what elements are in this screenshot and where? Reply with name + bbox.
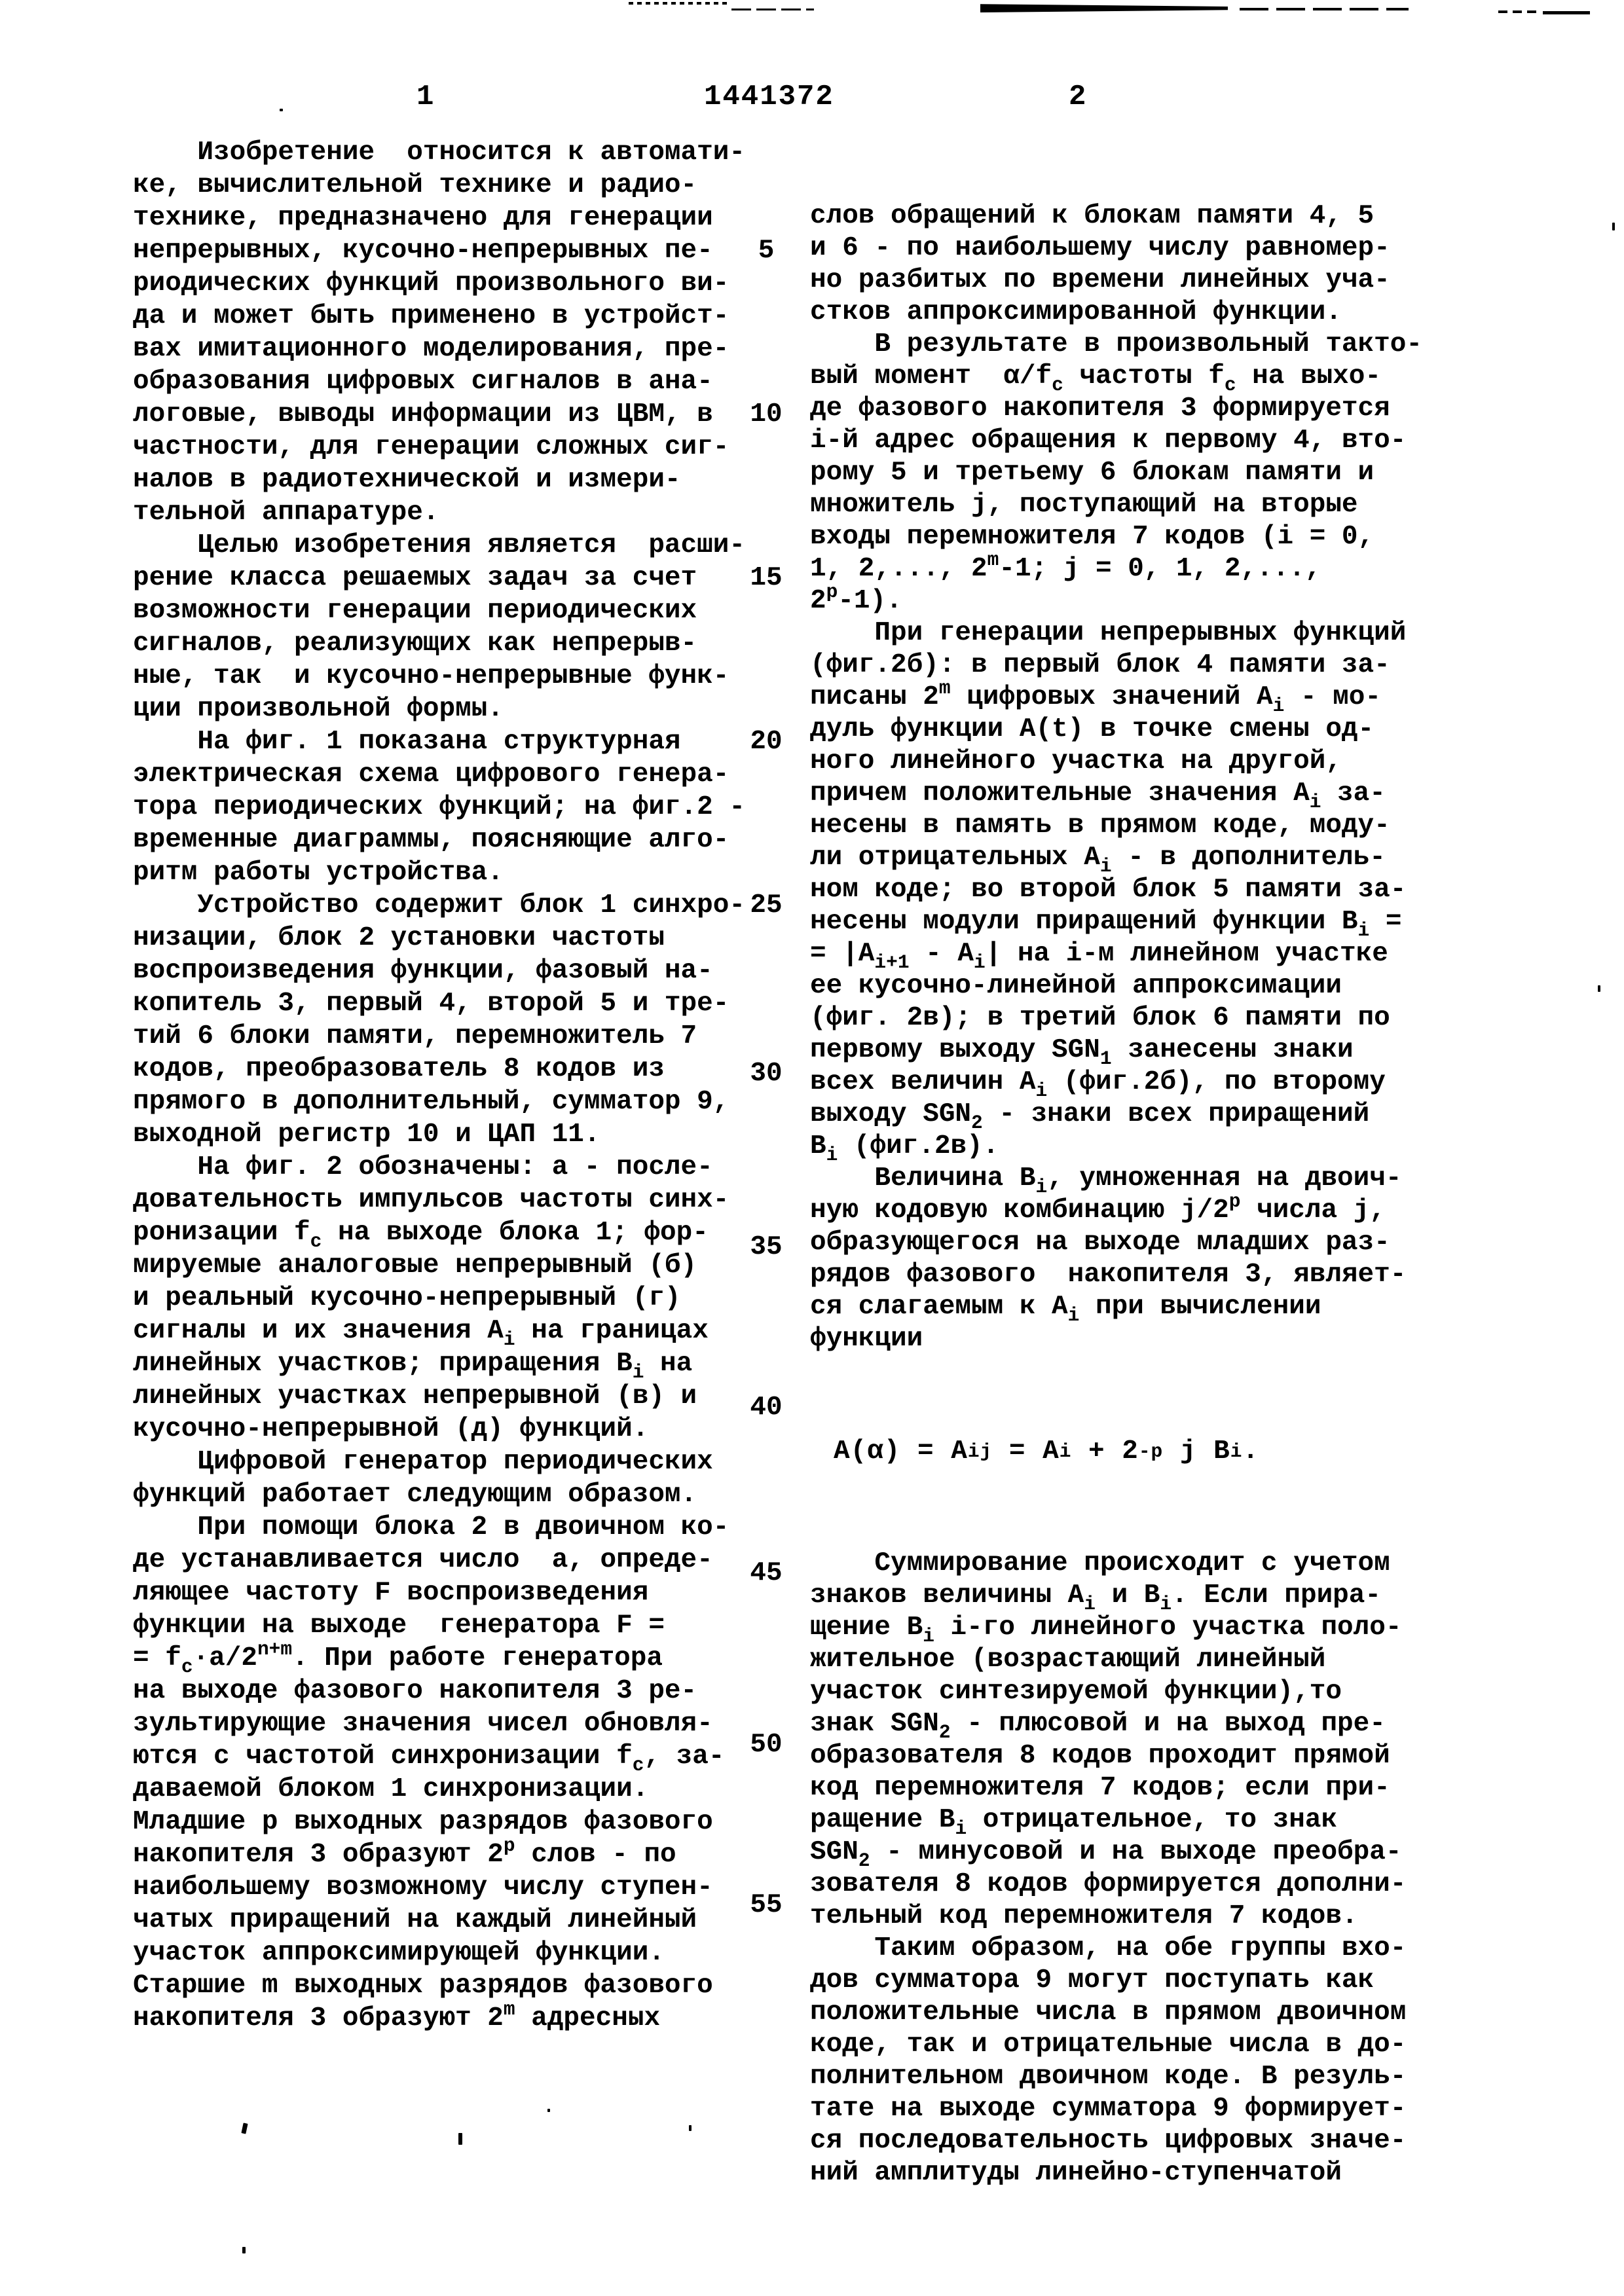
line-number: 5 (758, 236, 775, 266)
scan-artifact-dash (731, 9, 814, 10)
right-text-column (810, 136, 1422, 2253)
scan-speck (242, 2247, 246, 2253)
line-number: 50 (750, 1730, 783, 1760)
scan-speck (1612, 223, 1615, 230)
left-text-column: Изобретение относится к автомати- ке, вычислительной технике и радио- технике, предназначено для генерации непрерывных, кусочно-непрерывных пе- риодических функций произвольного ви- да и может быть применено в устройст- вах имитационного моделирования, пре- образования цифровых сигналов в ана- логовые, выводы информации из ЦВМ, в частности, для генерации сложных сиг- налов в радиотехнической и измери- тельной аппаратуре. Целью изобретения является расши- рение класса решаемых задач за счет возможности генерации периодических сигналов, реализующих как непрерыв- ные, так и кусочно-непрерывные функ- ции произвольной формы. На фиг. 1 показана структурная электрическая схема цифрового генера- тора периодических функций; на фиг.2 - временные диаграммы, поясняющие алго- ритм работы устройства. Устройство содержит блок 1 синхро- низации, блок 2 установки частоты воспроизведения функции, фазовый на- копитель 3, первый 4, второй 5 и тре- тий 6 блоки памяти, перемножитель 7 кодов, преобразователь 8 кодов из прямого в дополнительный, сумматор 9, выходной регистр 10 и ЦАП 11. На фиг. 2 обозначены: а - после- довательность импульсов частоты синх- ронизации $f_c$ на выходе блока 1; фор- мируемые аналоговые непрерывный (б) и реальный кусочно-непрерывный (г) сигналы и их значения $A_i$ на границах линейных участков; приращения $B_i$ на линейных участках непрерывной (в) и кусочно-непрерывной (д) функций. Цифровой генератор периодических функций работает следующим образом. При помощи блока 2 в двоичном ко- де устанавливается число а, опреде- ляющее частоту F воспроизведения функции на выходе генератора F = = $f_c\cdot a/2^{n+m}$. При работе генератора на выходе фазового накопителя 3 ре- зультирующие значения чисел обновля- ются с частотой синхронизации $f_c$, за- даваемой блоком 1 синхронизации. Младшие p выходных разрядов фазового накопителя 3 образуют 2$^p$ слов - по наибольшему возможному числу ступен- чатых приращений на каждый линейный участок аппроксимирующей функции. Старшие m выходных разрядов фазового накопителя 3 образуют 2$^m$ адресных (133, 137, 745, 2033)
scan-artifact-thin-line (1240, 8, 1409, 10)
formula: A(α) = A ij = A i + 2 -p j B i . (834, 1436, 1260, 1467)
column-number-right: 2 (1069, 81, 1086, 113)
line-number: 45 (750, 1558, 783, 1588)
line-number: 10 (750, 399, 783, 429)
right-column-upper-lines: слов обращений к блокам памяти 4, 5 и 6 - по наибольшему числу равномер- но разбитых по времени линейных уча- стков аппроксимированной функции. В результате в произвольный такто- вый момент $\alpha/f_c$ частоты $f_c$ на выхо- де фазового накопителя 3 формируется i-й адрес обращения к первому 4, вто- рому 5 и третьему 6 блокам памяти и множитель j, поступающий на вторые входы перемножителя 7 кодов (i = 0, 1, 2,..., 2$^m$-1; j = 0, 1, 2,..., 2$^p$-1). При генерации непрерывных функций (фиг.2б): в первый блок 4 памяти за- писаны 2$^m$ цифровых значений $A_i - мо-$ дуль функции A(t) в точке смены од- ного линейного участка на другой, причем положительные значения $A_i$ за- несены в память в прямом коде, моду- ли отрицательных $A_i$ - в дополнитель- ном коде; во второй блок 5 памяти за- несены модули приращений функции $B_i$ = = $|A_{i+1} - A_i|$ на i-м линейном участке ее кусочно-линейной аппроксимации (фиг. 2в); в третий блок 6 памяти по первому выходу $SGN_1$ занесены знаки всех величин $A_i$ (фиг.2б), по второму выходу $SGN_2$ - знаки всех приращений $B_i$ (фиг.2в). Величина $B_i$, умноженная на двоич- ную кодовую комбинацию j/2$^p$ числа j, образующегося на выходе младших раз- рядов фазового накопителя 3, являет- ся слагаемым к $A_i$ при вычислении функции (810, 201, 1422, 1354)
line-number: 55 (750, 1890, 783, 1920)
scan-speck (1598, 985, 1600, 992)
line-number: 20 (750, 727, 783, 757)
scan-artifact-dash (1543, 11, 1590, 14)
line-number: 40 (750, 1393, 783, 1423)
patent-number: 1441372 (704, 81, 834, 113)
line-number: 35 (750, 1232, 783, 1262)
scan-artifact-thick-line (980, 3, 1228, 12)
line-number: 25 (750, 890, 783, 920)
line-number: 30 (750, 1059, 783, 1089)
scan-speck (458, 2133, 462, 2145)
scan-speck (280, 109, 283, 111)
scan-speck (241, 2123, 248, 2134)
line-number: 15 (750, 563, 783, 593)
scan-artifact-dash (1498, 10, 1539, 13)
column-number-left: 1 (416, 81, 434, 113)
scan-speck (547, 2109, 550, 2112)
scan-artifact-dotted-line (629, 2, 727, 5)
right-column-lower-lines: Суммирование происходит с учетом знаков величины $A_i$ и $B_i$. Если прира- щение $B_i$ i-го линейного участка поло- жительное (возрастающий линейный участок синтезируемой функции),то знак $SGN_2$ - плюсовой и на выход пре- образователя 8 кодов проходит прямой код перемножителя 7 кодов; если при- ращение $B_i$ отрицательное, то знак $SGN_2$ - минусовой и на выходе преобра- зователя 8 кодов формируется дополни- тельный код перемножителя 7 кодов. Таким образом, на обе группы вхо- дов сумматора 9 могут поступать как положительные числа в прямом двоичном коде, так и отрицательные числа в до- полнительном двоичном коде. В резуль- тате на выходе сумматора 9 формирует- ся последовательность цифровых значе- ний амплитуды линейно-ступенчатой (810, 1548, 1407, 2188)
scan-speck (689, 2125, 692, 2131)
